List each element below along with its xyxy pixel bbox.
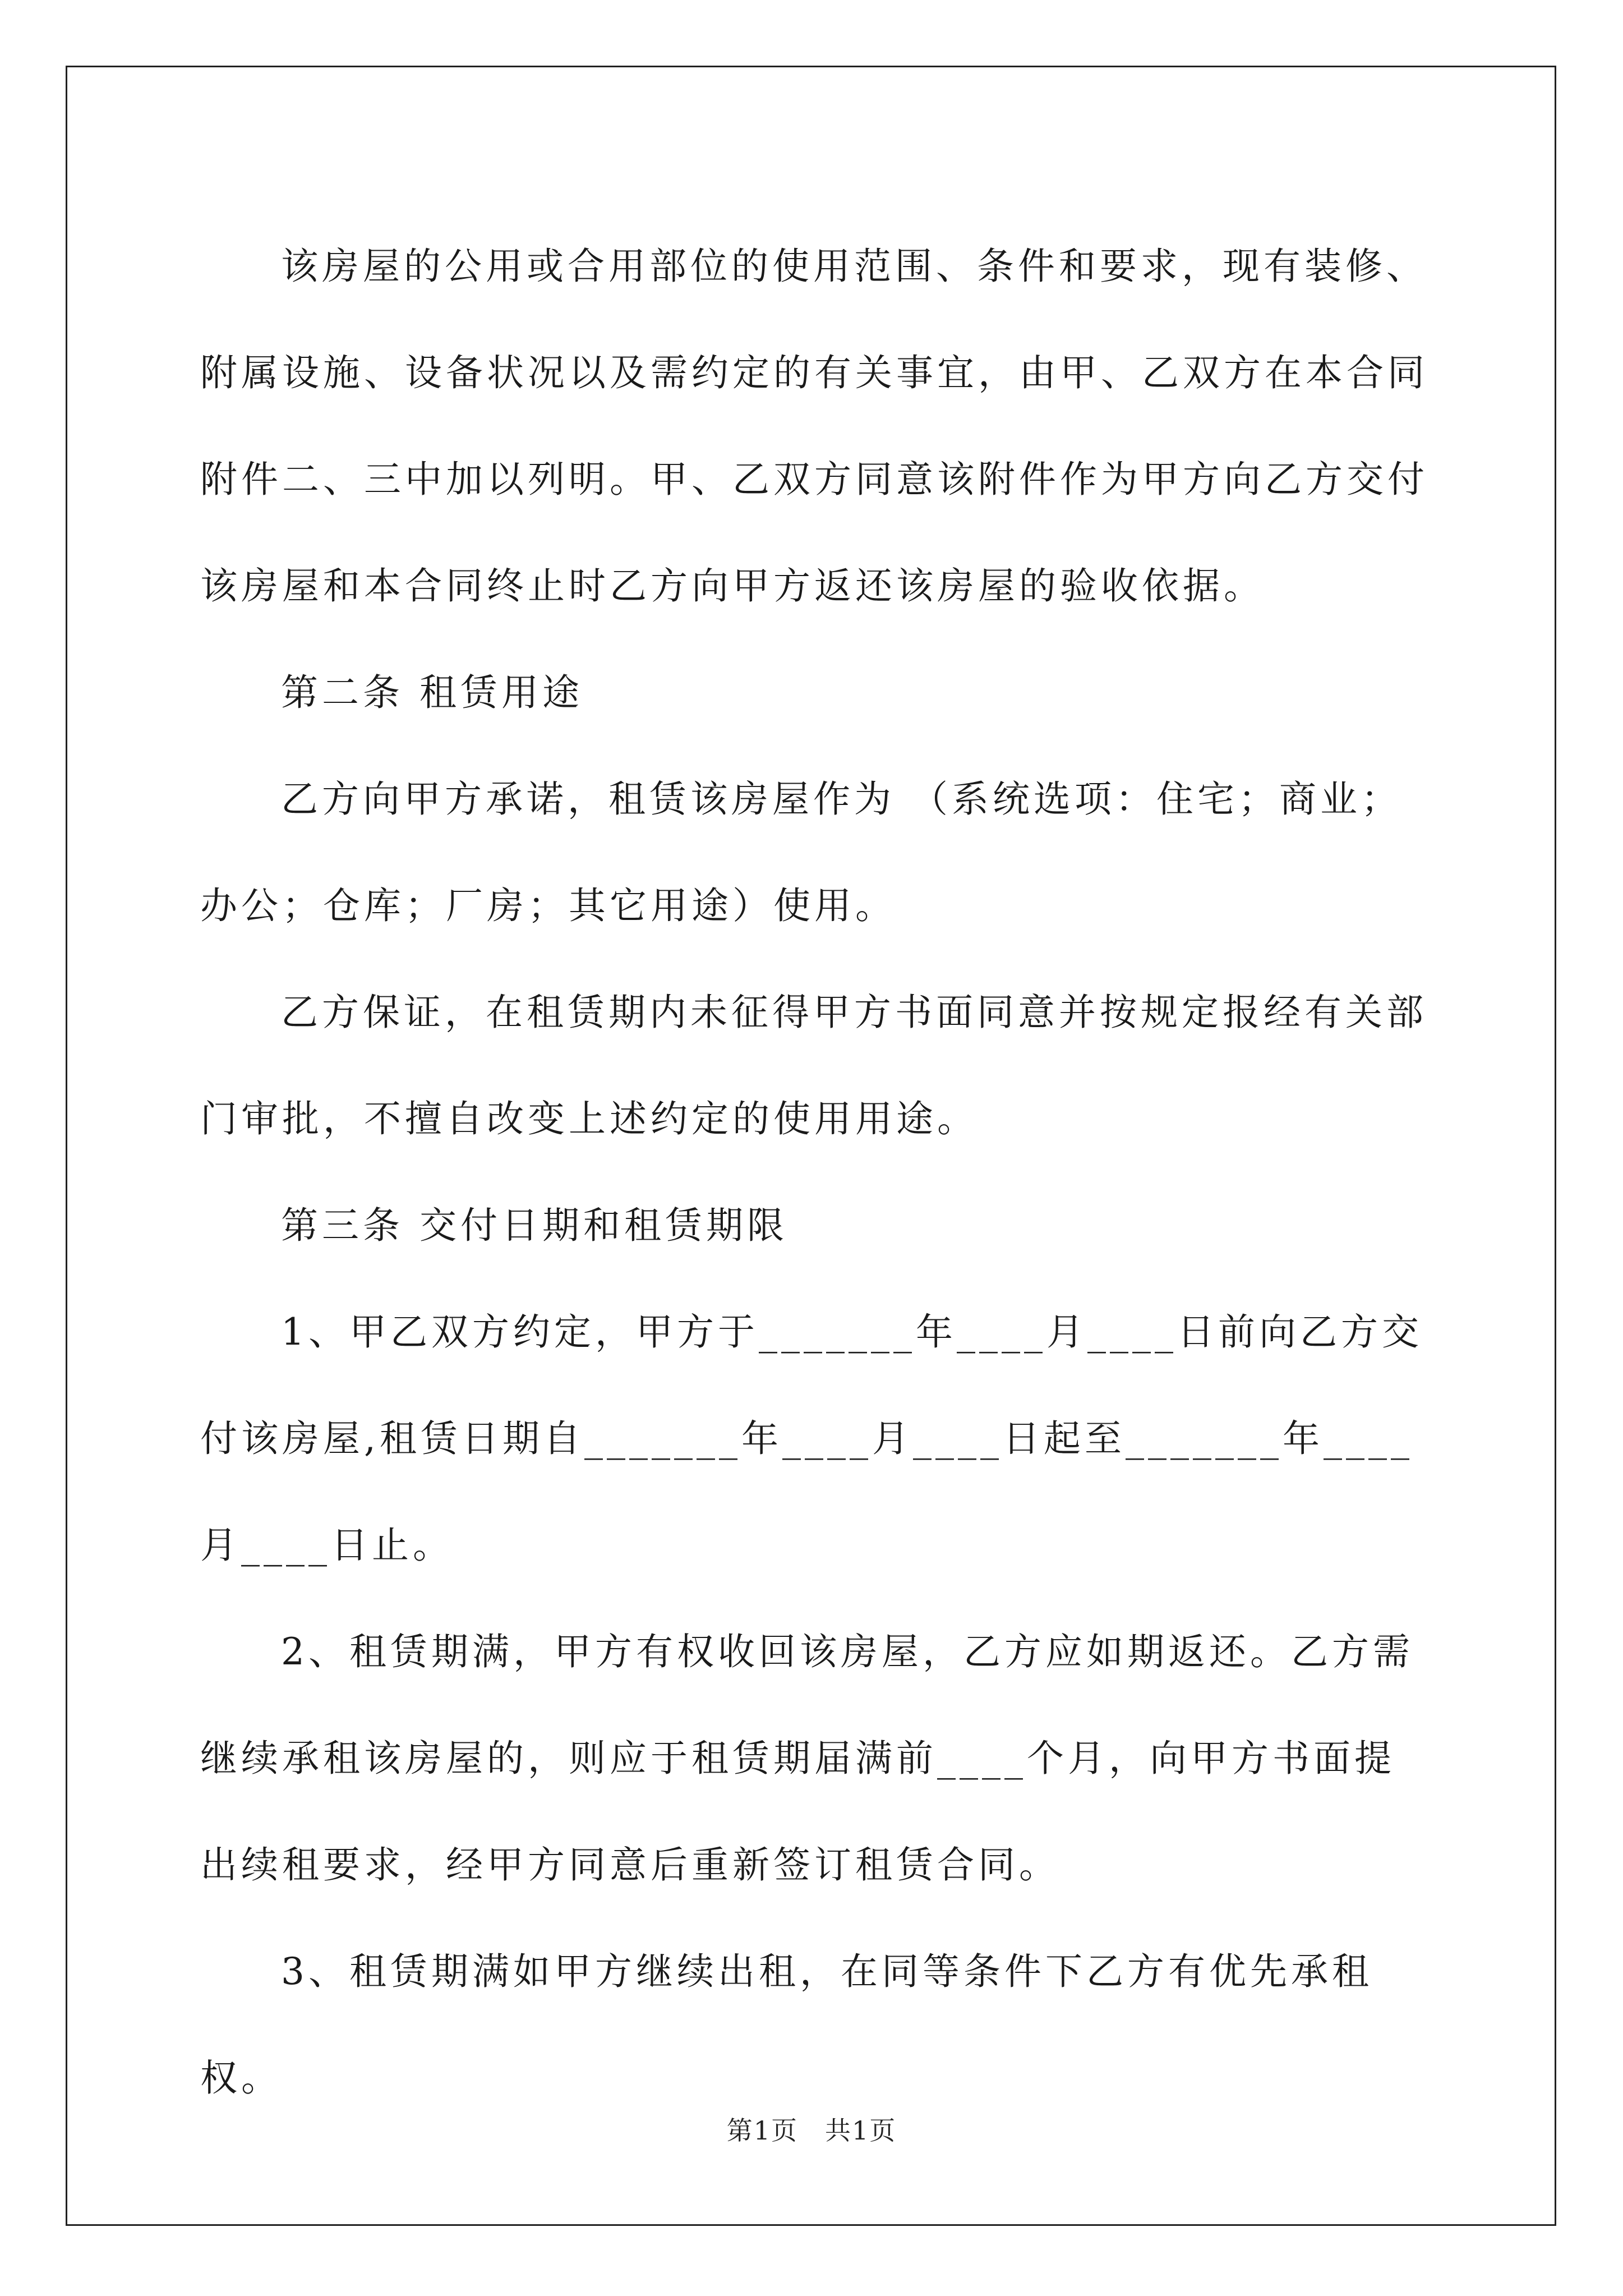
heading-article-3: 第三条 交付日期和租赁期限 [281, 1204, 788, 1247]
paragraph-use-guarantee: 乙方保证，在租赁期内未征得甲方书面同意并按规定报经有关部门审批，不擅自改变上述约定的使用用途。 [200, 991, 1427, 1140]
paragraph-delivery-date: 1、甲乙双方约定，甲方于_______年____月____日前向乙方交付该房屋,租赁日期自_______年____月____日起至_______年____月____日止。 [200, 1310, 1423, 1567]
paragraph-priority-lease: 3、租赁期满如甲方继续出租，在同等条件下乙方有优先承租权。 [200, 1950, 1373, 2100]
paragraph-common-areas: 该房屋的公用或合用部位的使用范围、条件和要求，现有装修、附属设施、设备状况以及需约定的有关事宜，由甲、乙双方在本合同附件二、三中加以列明。甲、乙双方同意该附件作为甲方向乙方交付该房屋和本合同终止时乙方向甲方返还该房屋的验收依据。 [200, 245, 1428, 608]
paragraph-lease-use: 乙方向甲方承诺，租赁该房屋作为 （系统选项：住宅；商业；办公；仓库；厂房；其它用途）使用。 [200, 777, 1402, 927]
page-number-footer: 第1页 共1页 [726, 2115, 897, 2146]
document-body [200, 213, 1434, 2132]
heading-article-2: 第二条 租赁用途 [281, 671, 583, 714]
paragraph-lease-renewal: 2、租赁期满，甲方有权收回该房屋，乙方应如期返还。乙方需继续承租该房屋的，则应于租赁期届满前____个月，向甲方书面提出续租要求，经甲方同意后重新签订租赁合同。 [200, 1630, 1414, 1887]
